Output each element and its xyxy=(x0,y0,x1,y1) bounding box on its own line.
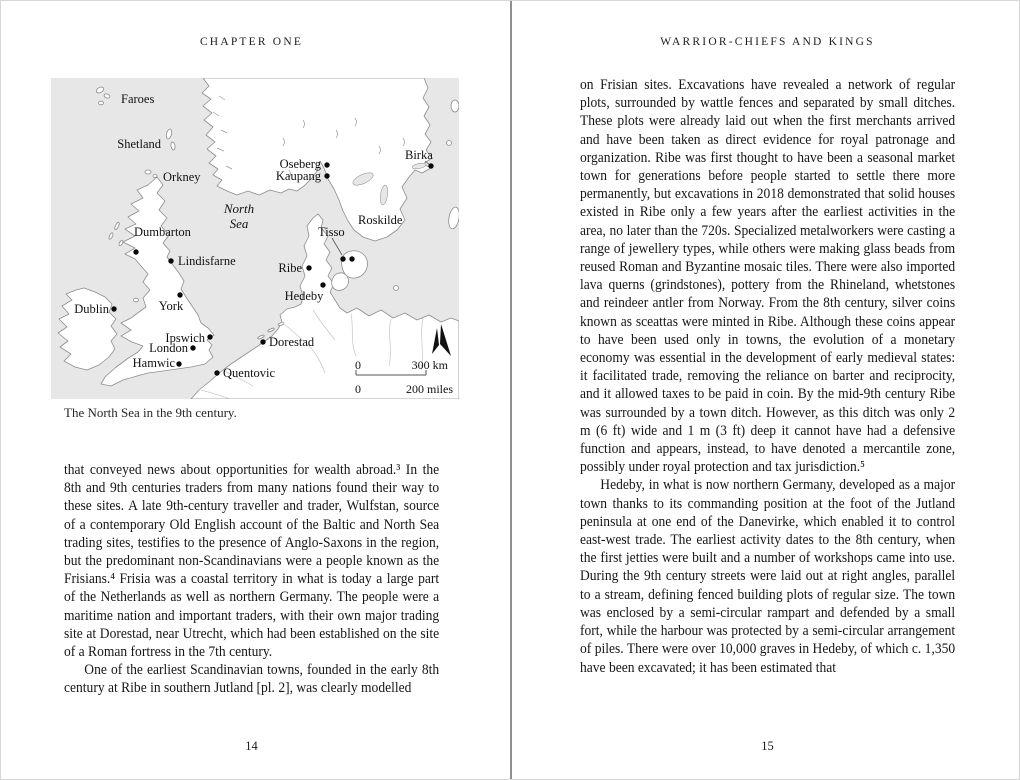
site-dot-ipswich xyxy=(207,334,212,339)
left-body-text xyxy=(64,461,439,737)
map-label-0: 0 xyxy=(355,358,361,372)
map-label-birka: Birka xyxy=(405,148,433,162)
map-label-orkney: Orkney xyxy=(163,170,201,184)
right-body-text xyxy=(580,76,955,734)
site-dot-dumbarton xyxy=(133,249,138,254)
site-dot-quentovic xyxy=(214,370,219,375)
map-label-oseberg: Oseberg xyxy=(279,157,321,171)
map-label-dumbarton: Dumbarton xyxy=(134,225,191,239)
map-label-dorestad: Dorestad xyxy=(269,335,315,349)
map-label-york: York xyxy=(158,299,184,313)
north-sea-map xyxy=(51,78,459,399)
page-left xyxy=(1,1,510,780)
map-label-lindisfarne: Lindisfarne xyxy=(178,254,236,268)
paragraph: Hedeby, in what is now northern Germany, developed as a major town thanks to its commanding position at the foot of the Jutland peninsula at one end of the Danevirke, which enabled it to control east-west trade. The earliest activity dates to the 8th century, when the first jetties were built and a number of workshops came into use. During the 9th century streets were laid out at right angles, parallel to a stream, defining fenced building plots of regular size. The town was enclosed by a semi-circular rampart and defended by a small fort, while the harbour was protected by a semi-circular arrangement of piles. There were over 10,000 graves in Hedeby, of which c. 1,350 have been excavated; it has been estimated that xyxy=(580,477,956,676)
site-dot-kaupang xyxy=(324,173,329,178)
right-running-head: WARRIOR-CHIEFS AND KINGS xyxy=(660,36,875,48)
site-dot-hamwic xyxy=(176,361,181,366)
left-page-number: 14 xyxy=(245,739,258,753)
map-label-ribe: Ribe xyxy=(278,261,302,275)
map-label-300-km: 300 km xyxy=(411,358,448,372)
site-dot-birka xyxy=(428,163,433,168)
map-label-tisso: Tisso xyxy=(318,225,345,239)
site-dot-tisso xyxy=(340,256,345,261)
map-label-quentovic: Quentovic xyxy=(223,366,276,380)
site-dot-york xyxy=(177,292,182,297)
page-right xyxy=(512,1,1020,780)
map-label-faroes: Faroes xyxy=(121,92,155,106)
site-dot-hedeby xyxy=(320,282,325,287)
map-label-ipswich: Ipswich xyxy=(165,331,205,345)
map-label-north-sea: North Sea xyxy=(223,201,255,231)
site-dot-roskilde xyxy=(349,256,354,261)
site-dot-ribe xyxy=(306,265,311,270)
site-dot-london xyxy=(190,345,195,350)
paragraph: that conveyed news about opportunities for wealth abroad.³ In the 8th and 9th centuries traders from many nations found their way to these sites. A late 9th-century traveller and trader, Wulfstan, source of a contemporary Old English account of the Baltic and North Sea trading sites, testifies to the presence of Anglo-Saxons in the region, but the predominant non-Scandinavians were a people known as the Frisians.⁴ Frisia was a coastal territory in what is today a large part of the Netherlands as well as northern Germany. The people were a maritime nation and important traders, with their own major trading site at Dorestad, near Utrecht, which had been established on the site of a Roman fortress in the 7th century. xyxy=(64,462,440,661)
paragraph: on Frisian sites. Excavations have revealed a network of regular plots, surrounded by wattle fences and separated by small ditches. These plots were already laid out when the first merchants arrived and have been taken as direct evidence for royal patronage and organization. Ribe was first thought to have been a seasonal market town for generations before people started to settle there more permanently, but excavations in 2018 demonstrated that solid houses existed in Ribe only a few years after the earliest activities in the area, no later than the 720s. Specialized metalworkers were casting a range of jewellery types, while others were making glass beads from reused Roman and Byzantine mosaic tiles. There were also imported lava querns (grindstones), pottery from the Rhineland, whetstones and reindeer antler from Norway. From the 8th century, silver coins known as sceattas were minted in Ribe. Although these coins appear to have been used only in towns, the evolution of a monetary economy was essential in the development of early medieval states: it facilitated trade, removing the reliance on barter and reciprocity, and it allowed taxes to be paid in coin. By the mid-9th century Ribe was surrounded by a town ditch. However, as this ditch was only 2 m (6 ft) wide and 1 m (3 ft) deep it cannot have had a defensive function and appears, instead, to have denoted a mercantile zone, possibly under royal protection and tax jurisdiction.⁵ xyxy=(580,77,956,476)
paragraph: One of the earliest Scandinavian towns, founded in the early 8th century at Ribe in southern Jutland [pl. 2], was clearly modelled xyxy=(64,662,440,697)
right-page-number: 15 xyxy=(761,739,774,753)
map-image xyxy=(51,78,459,399)
map-label-0: 0 xyxy=(355,382,361,396)
map-label-hedeby: Hedeby xyxy=(284,289,324,303)
map-label-roskilde: Roskilde xyxy=(358,213,403,227)
map-label-dublin: Dublin xyxy=(74,302,109,316)
map-caption: The North Sea in the 9th century. xyxy=(64,405,237,420)
map-label-hamwic: Hamwic xyxy=(132,356,175,370)
map-label-london: London xyxy=(149,341,188,355)
site-dot-dorestad xyxy=(260,339,265,344)
map-label-kaupang: Kaupang xyxy=(275,169,321,183)
site-dot-oseberg xyxy=(324,162,329,167)
map-label-shetland: Shetland xyxy=(117,137,161,151)
left-running-head: CHAPTER ONE xyxy=(199,36,304,48)
site-dot-lindisfarne xyxy=(168,258,173,263)
site-dot-dublin xyxy=(111,306,116,311)
map-label-200-miles: 200 miles xyxy=(406,382,453,396)
